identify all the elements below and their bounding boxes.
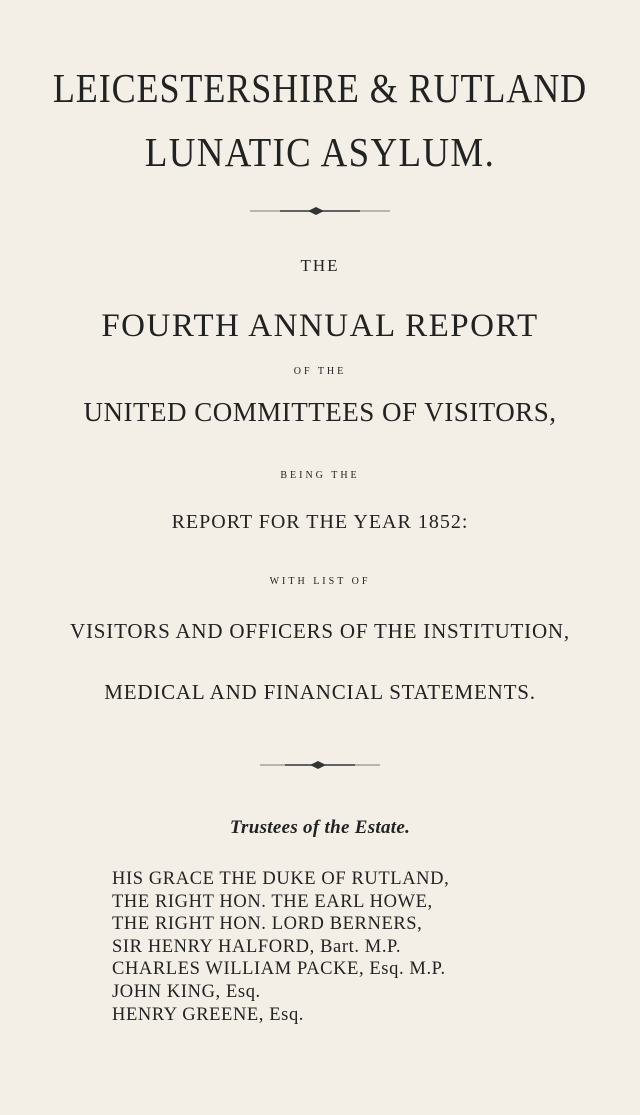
- ornamental-divider-bottom: [0, 758, 640, 772]
- trustee-name: CHARLES WILLIAM PACKE, Esq. M.P.: [112, 959, 446, 980]
- title-line-2: LUNATIC ASYLUM.: [144, 129, 496, 175]
- trustee-name: THE RIGHT HON. LORD BERNERS,: [112, 914, 423, 935]
- trustee-name: HIS GRACE THE DUKE OF RUTLAND,: [112, 869, 450, 889]
- report-name: FOURTH ANNUAL REPORT: [101, 308, 539, 344]
- trustee-name: THE RIGHT HON. THE EARL HOWE,: [112, 891, 433, 912]
- title-line-1: LEICESTERSHIRE & RUTLAND: [52, 65, 588, 111]
- report-with-list-of: WITH LIST OF: [269, 576, 371, 587]
- report-year-line: REPORT FOR THE YEAR 1852:: [171, 511, 469, 533]
- report-being-the: BEING THE: [280, 470, 360, 481]
- ornamental-divider-top: [0, 204, 640, 218]
- trustees-list: [112, 868, 449, 1026]
- trustee-name: HENRY GREENE, Esq.: [112, 1004, 305, 1025]
- report-the: THE: [300, 256, 340, 275]
- report-committees: UNITED COMMITTEES OF VISITORS,: [83, 397, 557, 427]
- trustee-name: SIR HENRY HALFORD, Bart. M.P.: [112, 936, 402, 957]
- report-visitors-line: VISITORS AND OFFICERS OF THE INSTITUTION,: [70, 619, 570, 643]
- trustees-heading: Trustees of the Estate.: [229, 817, 411, 838]
- report-of-the: OF THE: [293, 366, 347, 377]
- trustee-name: JOHN KING, Esq.: [112, 981, 261, 1002]
- report-medical-line: MEDICAL AND FINANCIAL STATEMENTS.: [104, 680, 536, 704]
